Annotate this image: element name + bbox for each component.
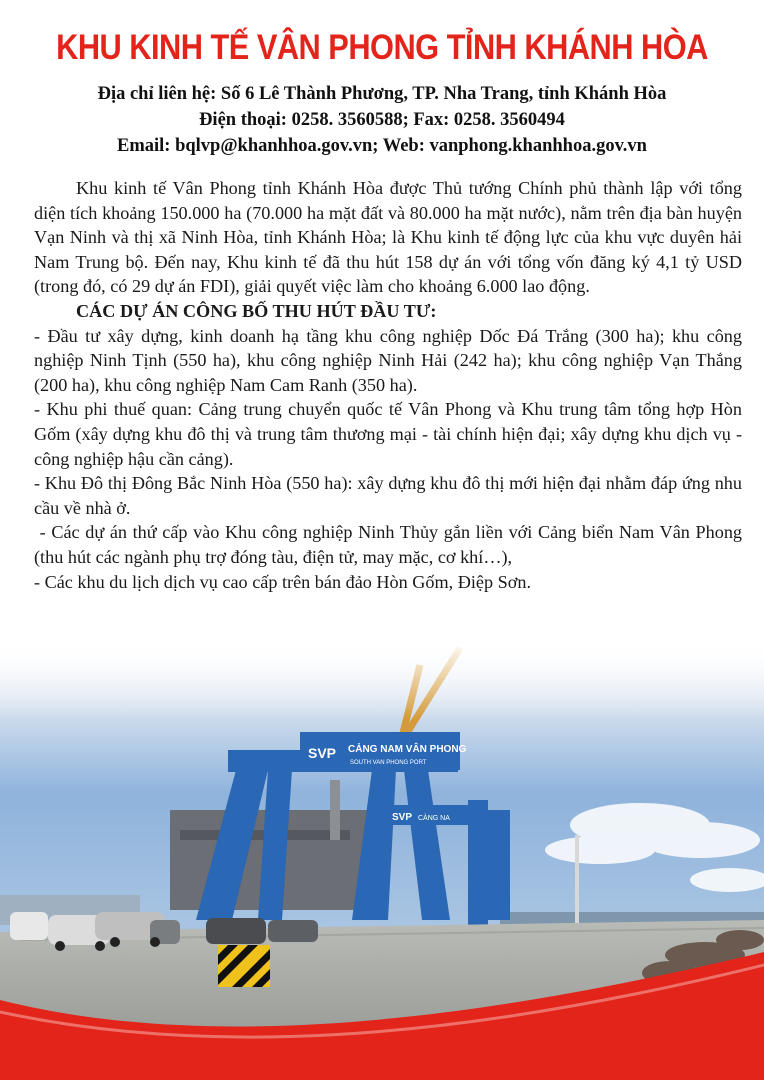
contact-email-web: Email: bqlvp@khanhhoa.gov.vn; Web: vanphong.khanhhoa.gov.vn <box>117 136 647 156</box>
project-item: - Đầu tư xây dựng, kinh doanh hạ tầng khu công nghiệp Dốc Đá Trắng (300 ha); khu công nghiệp Ninh Tịnh (550 ha), khu công nghiệp Ninh Hải (242 ha); khu công nghiệp Vạn Thắng (200 ha), khu công nghiệp Nam Cam Ranh (350 ha). <box>34 325 742 395</box>
sign2-brand: SVP <box>392 812 413 823</box>
sign-text: CẢNG NAM VÂN PHONG <box>348 744 467 755</box>
sign-brand: SVP <box>308 745 337 761</box>
light-pole <box>575 835 579 935</box>
project-item: - Các khu du lịch dịch vụ cao cấp trên bán đảo Hòn Gốm, Điệp Sơn. <box>34 571 532 592</box>
contact-phone-fax: Điện thoại: 0258. 3560588; Fax: 0258. 3560494 <box>199 110 565 130</box>
project-item: - Khu phi thuế quan: Cảng trung chuyển quốc tế Vân Phong và Khu trung tâm tổng hợp Hòn Gốm (xây dựng khu đô thị và trung tâm thương mại - tài chính hiện đại; xây dựng khu dịch vụ - công nghiệp hậu cần cảng). <box>34 399 742 469</box>
page-title: KHU KINH TẾ VÂN PHONG TỈNH KHÁNH HÒA <box>56 28 708 67</box>
port-photo <box>0 640 764 1080</box>
project-item: - Khu Đô thị Đông Bắc Ninh Hòa (550 ha): xây dựng khu đô thị mới hiện đại nhằm đáp ứng nhu cầu về nhà ở. <box>34 473 742 518</box>
project-item: - Các dự án thứ cấp vào Khu công nghiệp Ninh Thủy gắn liền với Cảng biển Nam Vân Phong (thu hút các ngành phụ trợ đóng tàu, điện tử, may mặc, cơ khí…), <box>34 522 747 567</box>
article-body <box>34 176 747 594</box>
intro-paragraph: Khu kinh tế Vân Phong tỉnh Khánh Hòa được Thủ tướng Chính phủ thành lập với tổng diện tích khoảng 150.000 ha (70.000 ha mặt đất và 80.000 ha mặt nước), nằm trên địa bàn huyện Vạn Ninh và thị xã Ninh Hòa, tỉnh Khánh Hòa; là Khu kinh tế động lực của khu vực duyên hải Nam Trung bộ. Đến nay, Khu kinh tế đã thu hút 158 dự án với tổng vốn đăng ký 4,1 tỷ USD (trong đó, có 29 dự án FDI), giải quyết việc làm cho khoảng 6.000 lao động. <box>34 178 742 297</box>
contact-address: Địa chỉ liên hệ: Số 6 Lê Thành Phương, TP. Nha Trang, tỉnh Khánh Hòa <box>97 84 667 104</box>
striped-barrier <box>218 945 270 987</box>
sign-subtext: SOUTH VAN PHONG PORT <box>350 760 427 766</box>
sign2-text: CẢNG NA <box>418 815 450 822</box>
projects-heading: CÁC DỰ ÁN CÔNG BỐ THU HÚT ĐẦU TƯ: <box>76 300 437 321</box>
